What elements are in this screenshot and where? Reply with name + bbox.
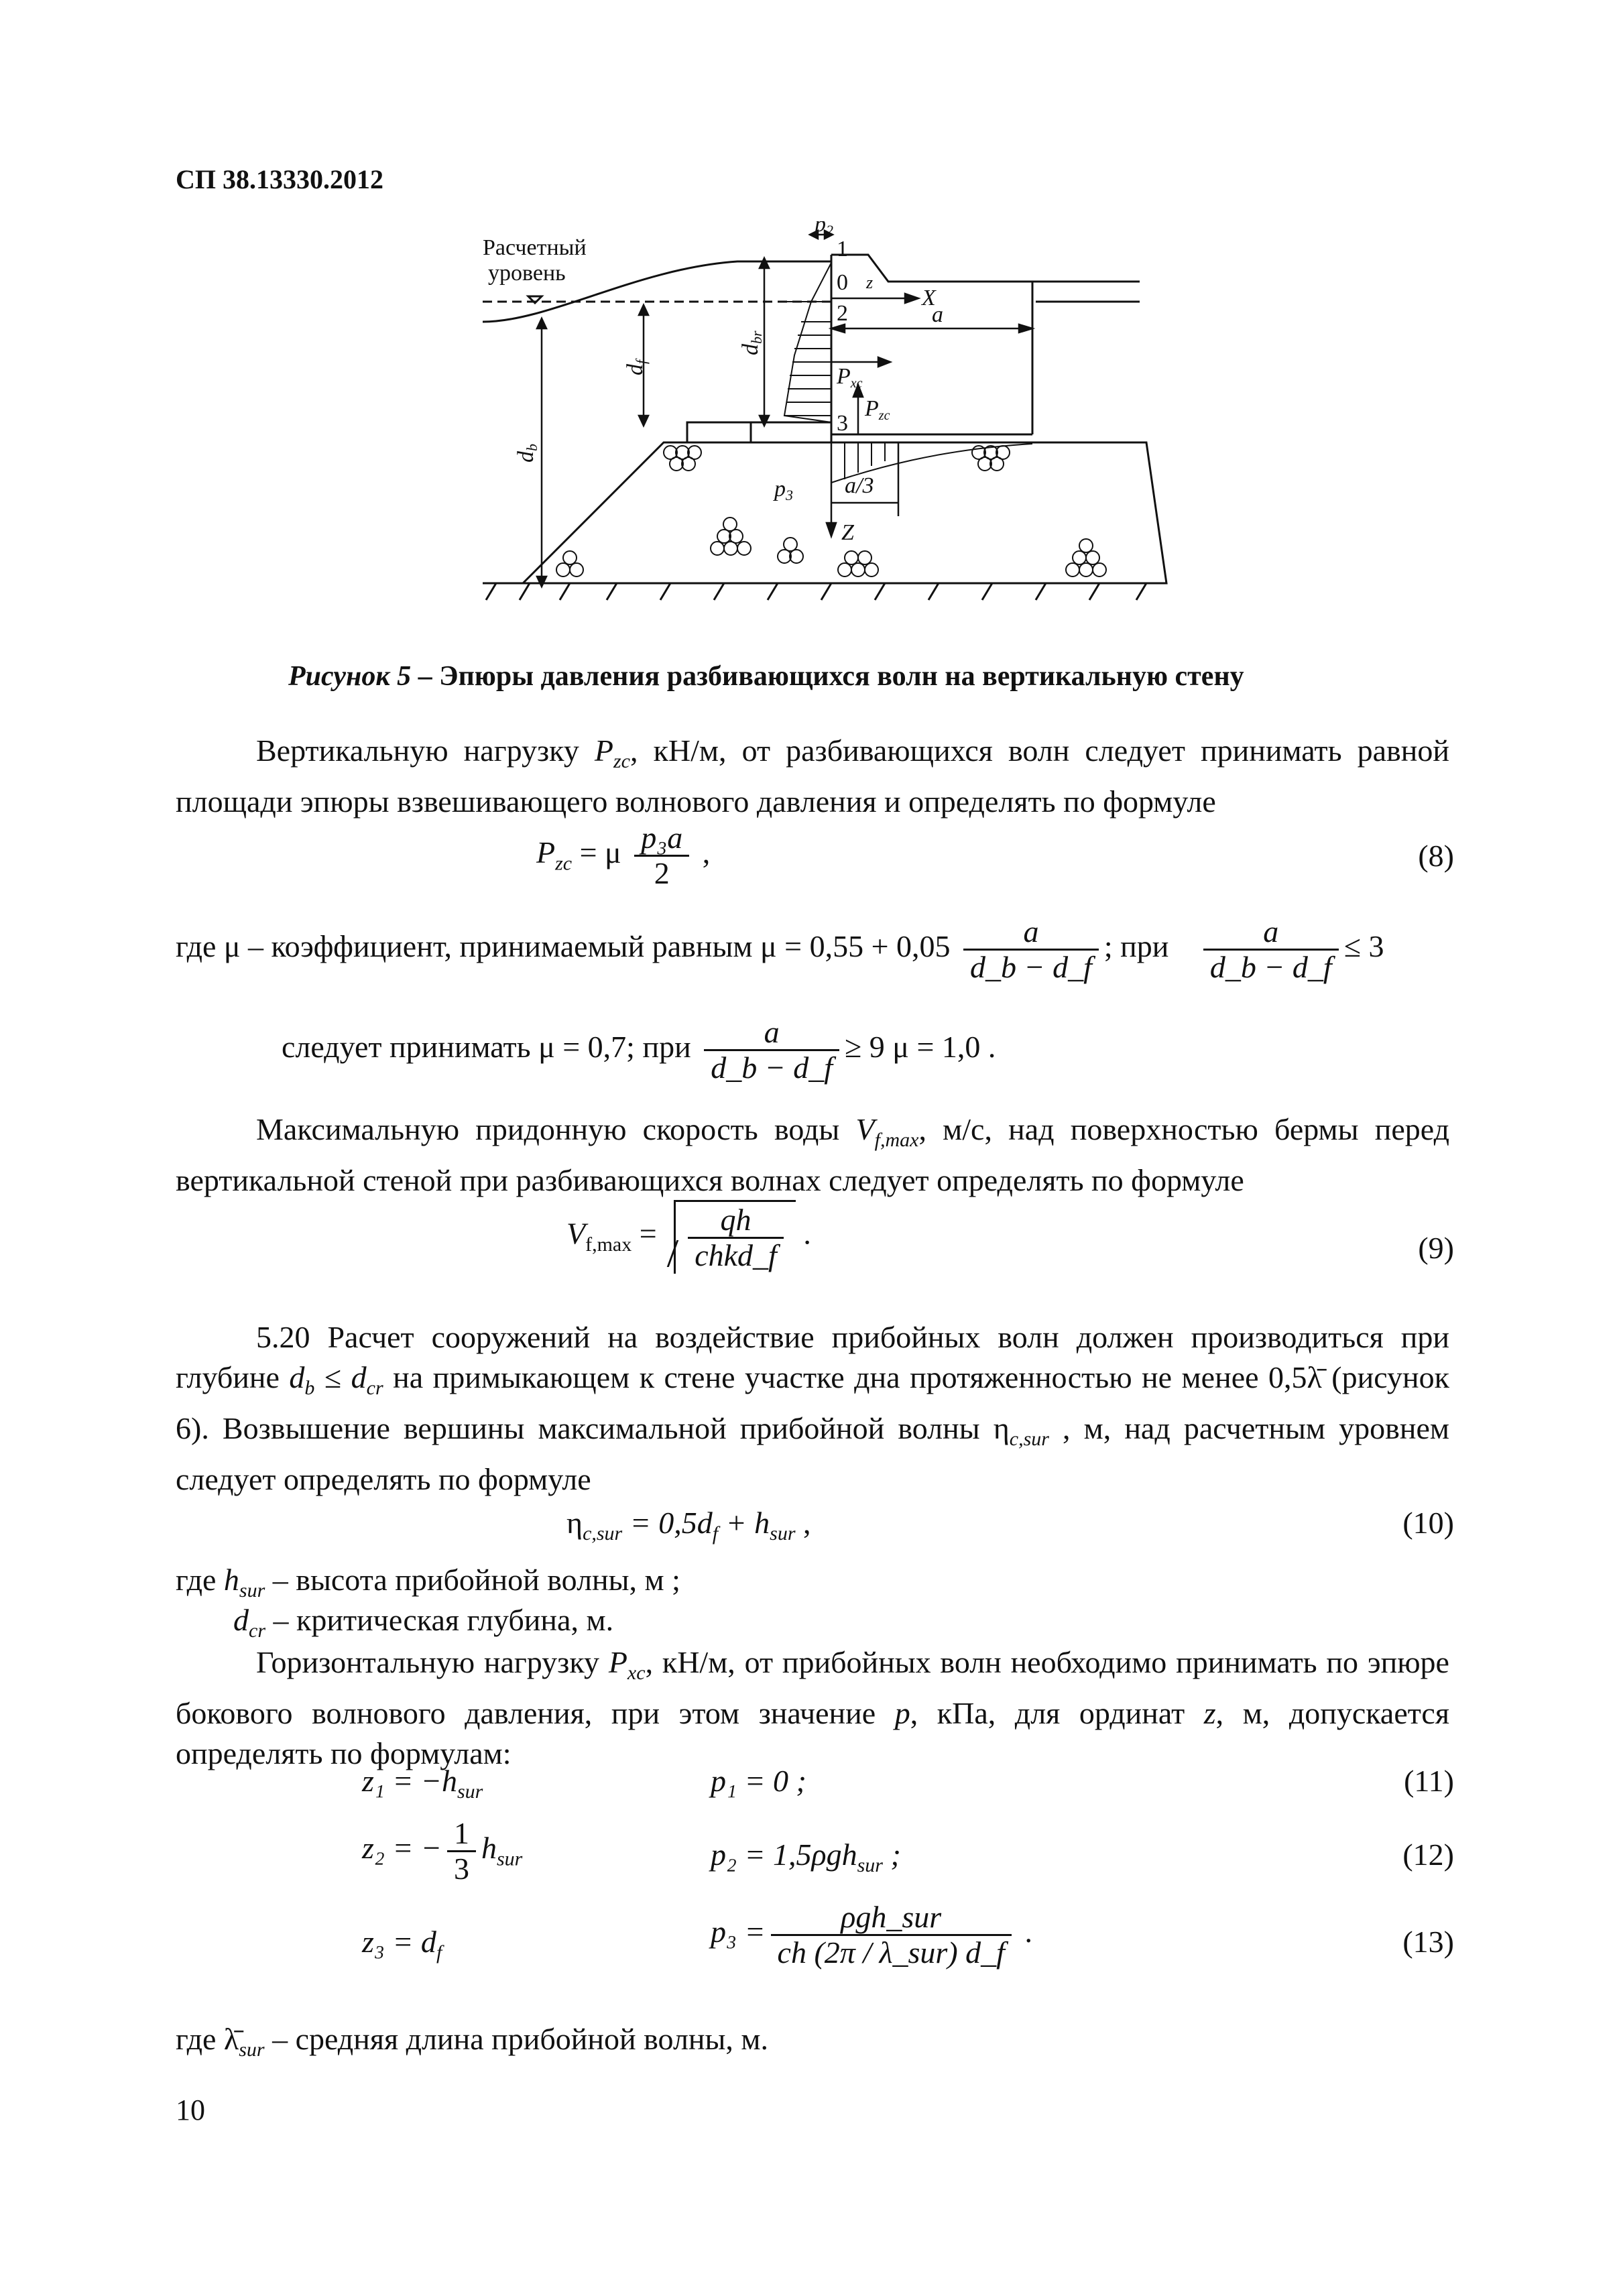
equation-10-number: (10)	[1402, 1506, 1454, 1540]
equation-8: $P_{zc} = \mu$ $\frac{\text{p₃a}}{2}$ ,	[536, 821, 711, 890]
equation-10: $\eta_{c,sur} = 0,5d_f + h_{sur}$ ,	[566, 1506, 811, 1545]
where-h-sur: где $h_{sur}$ – высота прибойной волны, м ;	[176, 1563, 680, 1602]
label-dbr: dbr	[738, 330, 765, 355]
equation-9-number: (9)	[1418, 1231, 1454, 1265]
label-db: db	[514, 444, 540, 463]
equation-11-number: (11)	[1404, 1764, 1454, 1798]
where-d-cr: $d_{cr}$ – критическая глубина, м.	[233, 1603, 614, 1642]
label-point-2: 2	[837, 301, 848, 326]
equation-13-p: p₃ = $\frac{\text{ρgh\_sur}}{\text{ch (2π / λ\_sur) d\_f}}$ .	[711, 1900, 1032, 1970]
equation-12-z: z₂ = − $\frac{1}{3}$ $h_{sur}$	[362, 1816, 523, 1886]
label-point-0: 0	[837, 270, 848, 295]
equation-13-z: $z_3 = d_f$	[362, 1925, 442, 1964]
water-surface	[483, 261, 1140, 322]
label-design-level-1: Расчетный	[483, 235, 587, 260]
equation-13-number: (13)	[1402, 1925, 1454, 1959]
label-z-axis: Z	[841, 520, 854, 545]
figure-caption: Рисунок 5 – Эпюры давления разбивающихся волн на вертикальную стену	[288, 661, 1244, 692]
paragraph-bottom-velocity: Максимальную придонную скорость воды $V_{f,max}$, м/с, над поверхностью бермы перед вертикальной стеной при разбивающихся волнах следует определять по формуле	[176, 1112, 1449, 1198]
where-lambda-sur: где $\lambdā_{sur}$ – средняя длина прибойной волны, м.	[176, 2022, 769, 2061]
ground-line	[483, 583, 1166, 600]
paragraph-horizontal-load: Горизонтальную нагрузку $P_{xc}$, кН/м, от прибойных волн необходимо принимать по эпюре бокового волнового давления, при этом значение p, кПа, для ординат z, м, допускается определять по формулам:	[176, 1645, 1449, 1771]
label-a: a	[932, 302, 943, 327]
equation-11-z: $z_1 = -h_{sur}$	[362, 1764, 483, 1803]
page-number: 10	[176, 2094, 205, 2126]
label-a-third: a/3	[845, 473, 874, 498]
label-point-3: 3	[837, 411, 848, 436]
label-pxc: Pxc	[837, 364, 863, 391]
equation-11-p: p₁ = 0 ;	[711, 1764, 806, 1798]
mu-definition-line: где μ – коэффициент, принимаемый равным μ = 0,55 + 0,05 $\frac{a}{d\_b - d\_f}$ ; при $\frac{a}{d\_b - d\_f}$ ≤ 3	[176, 914, 1384, 984]
wave-pressure-diagram	[469, 221, 1193, 610]
label-x-axis: X	[922, 286, 936, 310]
label-point-1: 1	[837, 237, 848, 261]
label-z1: z	[866, 273, 874, 292]
dimension-lines	[537, 231, 1032, 587]
equation-8-number: (8)	[1418, 839, 1454, 873]
equation-12-number: (12)	[1402, 1837, 1454, 1872]
equation-9: $V_{f,max}$ = $\frac{qh}{\text{chkd\_f}}$ .	[566, 1200, 811, 1274]
paragraph-vertical-load: Вертикальную нагрузку $P_{zc}$, кН/м, от разбивающихся волн следует принимать равной площади эпюры взвешивающего волнового давления и определять по формуле	[176, 733, 1449, 819]
label-pzc: Pzc	[865, 396, 890, 423]
equation-12-p: p₂ = 1,5ρgh$_{sur}$ ;	[711, 1837, 901, 1877]
paragraph-5-20: 5.20 Расчет сооружений на воздействие прибойных волн должен производиться при глубине $d_b \le d_{cr}$ на примыкающем к стене участке дна протяженностью не менее 0,5λ̄ (рисунок 6). Возвышение вершины максимальной прибойной волны $\eta_{c,sur}$ , м, над расчетным уровнем следует определять по формуле	[176, 1320, 1449, 1497]
figure-wave-pressure-diagram	[469, 221, 1193, 610]
label-p2: p2	[815, 221, 833, 239]
label-design-level-2: уровень	[488, 261, 566, 286]
label-df: df	[623, 359, 650, 375]
document-header: СП 38.13330.2012	[176, 164, 383, 194]
mu-condition-line: следует принимать μ = 0,7; при $\frac{a}{d\_b - d\_f}$ ≥ 9 μ = 1,0 .	[282, 1015, 996, 1085]
label-p3: p3	[774, 477, 793, 503]
